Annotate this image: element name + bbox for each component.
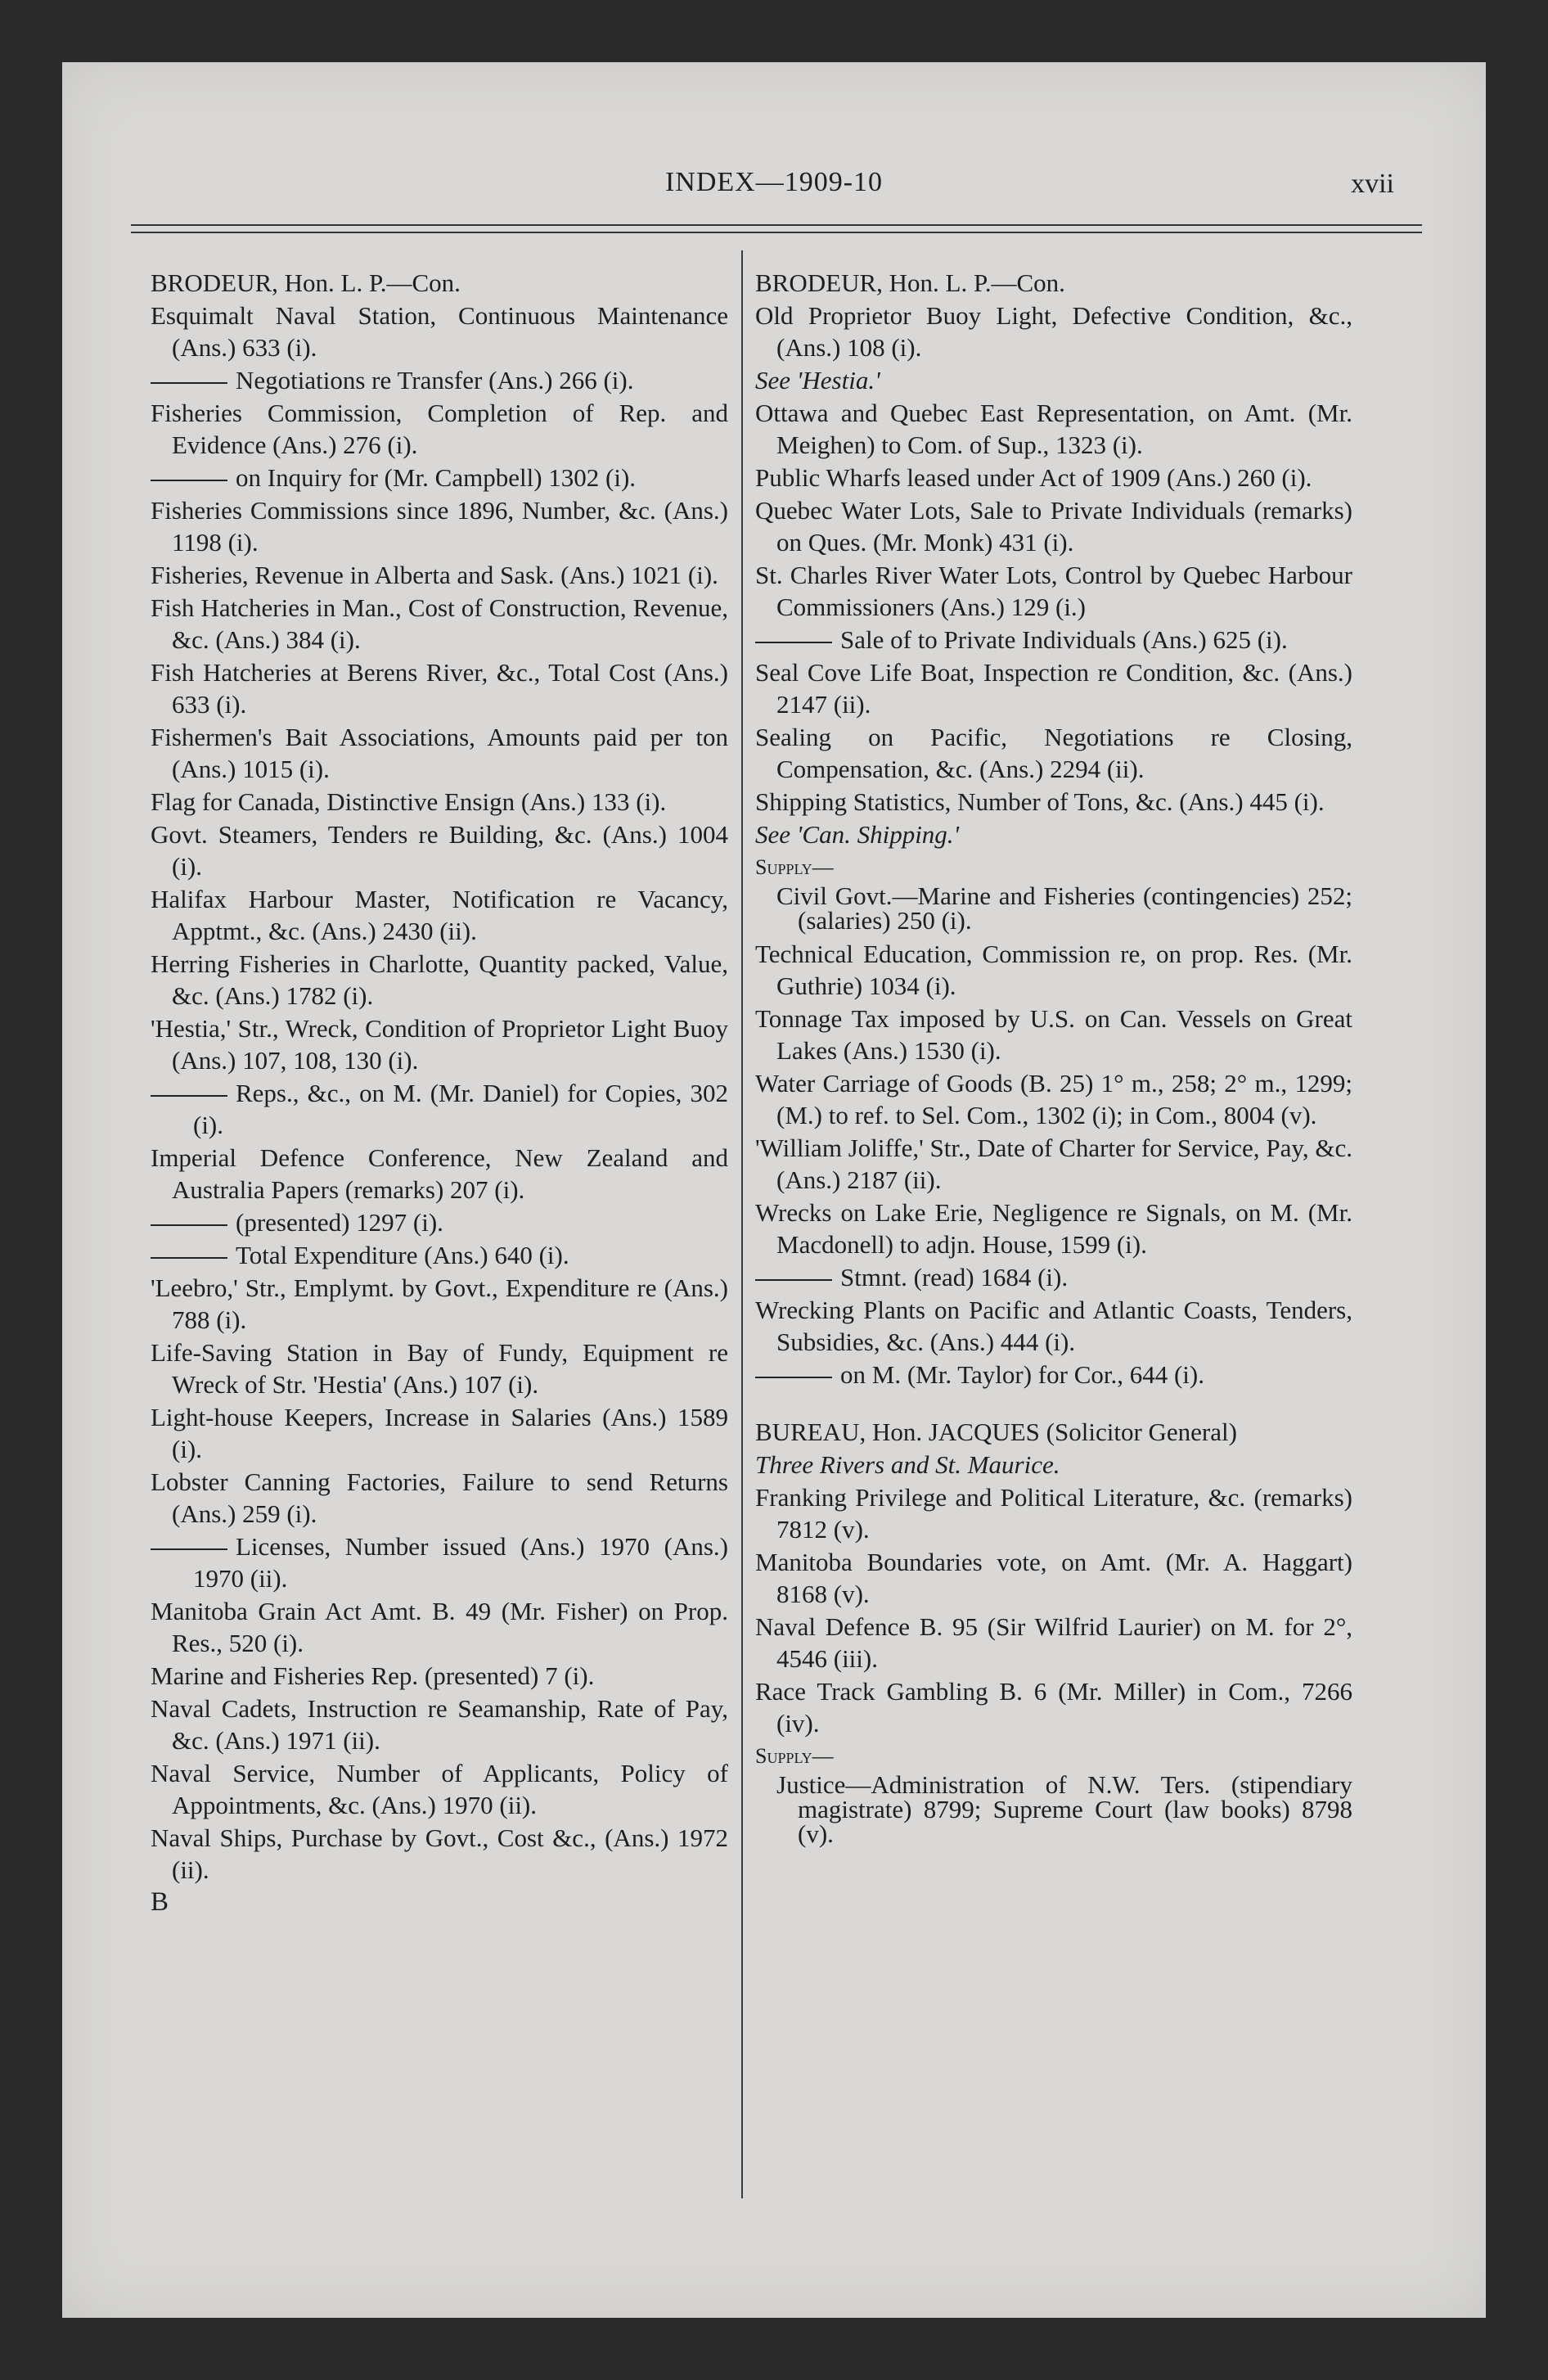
index-entry: Tonnage Tax imposed by U.S. on Can. Vessels on Great Lakes (Ans.) 1530 (i). [755, 1004, 1352, 1065]
index-entry: Manitoba Grain Act Amt. B. 49 (Mr. Fisher) on Prop. Res., 520 (i). [151, 1597, 728, 1657]
index-heading: BRODEUR, Hon. L. P.—Con. [151, 268, 461, 297]
index-subentry: Stmnt. (read) 1684 (i). [755, 1261, 1352, 1293]
index-subentry: Sale of to Private Individuals (Ans.) 625 (i). [755, 624, 1352, 656]
index-entry: Lobster Canning Factories, Failure to send Returns (Ans.) 259 (i). [151, 1467, 728, 1528]
index-entry: Ottawa and Quebec East Representation, on Amt. (Mr. Meighen) to Com. of Sup., 1323 (i). [755, 399, 1352, 459]
right-column [755, 267, 1352, 1851]
index-entry: Quebec Water Lots, Sale to Private Individuals (remarks) on Ques. (Mr. Monk) 431 (i). [755, 496, 1352, 557]
index-entry: Fish Hatcheries at Berens River, &c., Total Cost (Ans.) 633 (i). [151, 658, 728, 719]
index-subentry: (presented) 1297 (i). [151, 1206, 728, 1238]
ditto-dash [755, 1377, 832, 1378]
ditto-dash [151, 480, 227, 481]
index-entry: Seal Cove Life Boat, Inspection re Condition, &c. (Ans.) 2147 (ii). [755, 658, 1352, 719]
index-entry: Franking Privilege and Political Literature, &c. (remarks) 7812 (v). [755, 1483, 1352, 1544]
supply-item: Justice—Administration of N.W. Ters. (stipendiary magistrate) 8799; Supreme Court (law books) 8798 (v). [776, 1770, 1352, 1848]
index-entry: Fisheries Commissions since 1896, Number, &c. (Ans.) 1198 (i). [151, 496, 728, 557]
index-entry: Naval Defence B. 95 (Sir Wilfrid Laurier) on M. for 2°, 4546 (iii). [755, 1612, 1352, 1673]
page-number: xvii [1351, 169, 1394, 199]
header-rule [131, 224, 1422, 226]
index-entry: Fisheries Commission, Completion of Rep. and Evidence (Ans.) 276 (i). [151, 399, 728, 459]
index-entry: Manitoba Boundaries vote, on Amt. (Mr. A. Haggart) 8168 (v). [755, 1548, 1352, 1608]
index-subentry: Negotiations re Transfer (Ans.) 266 (i). [151, 364, 728, 396]
index-entry: Fishermen's Bait Associations, Amounts paid per ton (Ans.) 1015 (i). [151, 723, 728, 783]
header-rule-double [131, 232, 1422, 233]
ditto-dash [755, 1279, 832, 1281]
index-entry: Flag for Canada, Distinctive Ensign (Ans.) 133 (i). [151, 787, 667, 816]
index-entry: St. Charles River Water Lots, Control by Quebec Harbour Commissioners (Ans.) 129 (i.) [755, 561, 1352, 621]
supply-label: Supply— [755, 1744, 834, 1768]
index-entry: Life-Saving Station in Bay of Fundy, Equipment re Wreck of Str. 'Hestia' (Ans.) 107 (i). [151, 1338, 728, 1399]
index-subentry: Licenses, Number issued (Ans.) 1970 (Ans.) 1970 (ii). [151, 1530, 728, 1594]
index-entry: Naval Service, Number of Applicants, Policy of Appointments, &c. (Ans.) 1970 (ii). [151, 1759, 728, 1819]
index-entry: Technical Education, Commission re, on prop. Res. (Mr. Guthrie) 1034 (i). [755, 940, 1352, 1000]
supply-label: Supply— [755, 855, 834, 879]
index-page [62, 62, 1486, 2318]
index-heading: BUREAU, Hon. JACQUES (Solicitor General) [755, 1418, 1237, 1446]
index-entry: Shipping Statistics, Number of Tons, &c. (Ans.) 445 (i). [755, 787, 1325, 816]
ditto-dash [151, 1257, 227, 1259]
index-subentry: Reps., &c., on M. (Mr. Daniel) for Copies, 302 (i). [151, 1077, 728, 1141]
signature-mark: B [151, 1887, 169, 1917]
index-entry: Light-house Keepers, Increase in Salaries (Ans.) 1589 (i). [151, 1403, 728, 1463]
index-entry: Sealing on Pacific, Negotiations re Closing, Compensation, &c. (Ans.) 2294 (ii). [755, 723, 1352, 783]
index-entry: Wrecks on Lake Erie, Negligence re Signals, on M. (Mr. Macdonell) to adjn. House, 1599 (i). [755, 1198, 1352, 1259]
column-divider [741, 250, 743, 2198]
index-entry: Fish Hatcheries in Man., Cost of Construction, Revenue, &c. (Ans.) 384 (i). [151, 593, 728, 654]
index-entry: Water Carriage of Goods (B. 25) 1° m., 258; 2° m., 1299; (M.) to ref. to Sel. Com., 1302 (i); in Com., 8004 (v). [755, 1069, 1352, 1129]
index-entry: Imperial Defence Conference, New Zealand and Australia Papers (remarks) 207 (i). [151, 1143, 728, 1204]
index-entry: Herring Fisheries in Charlotte, Quantity packed, Value, &c. (Ans.) 1782 (i). [151, 949, 728, 1010]
index-entry: Halifax Harbour Master, Notification re Vacancy, Apptmt., &c. (Ans.) 2430 (ii). [151, 885, 728, 945]
index-subentry: on Inquiry for (Mr. Campbell) 1302 (i). [151, 462, 728, 494]
index-entry: Old Proprietor Buoy Light, Defective Condition, &c., (Ans.) 108 (i). [755, 301, 1352, 362]
index-subentry: Total Expenditure (Ans.) 640 (i). [151, 1239, 728, 1271]
constituency: Three Rivers and St. Maurice. [755, 1450, 1060, 1479]
see-reference: See 'Hestia.' [755, 366, 880, 394]
index-subentry: on M. (Mr. Taylor) for Cor., 644 (i). [755, 1359, 1352, 1391]
ditto-dash [151, 1095, 227, 1097]
index-entry: Naval Ships, Purchase by Govt., Cost &c., (Ans.) 1972 (ii). [151, 1823, 728, 1884]
section-gap [755, 1391, 1352, 1416]
index-entry: Marine and Fisheries Rep. (presented) 7 (i). [151, 1661, 595, 1690]
see-reference: See 'Can. Shipping.' [755, 820, 960, 849]
ditto-dash [755, 642, 832, 643]
ditto-dash [151, 382, 227, 384]
index-entry: 'Hestia,' Str., Wreck, Condition of Proprietor Light Buoy (Ans.) 107, 108, 130 (i). [151, 1014, 728, 1075]
index-entry: Fisheries, Revenue in Alberta and Sask. (Ans.) 1021 (i). [151, 561, 718, 589]
ditto-dash [151, 1548, 227, 1550]
index-entry: Govt. Steamers, Tenders re Building, &c. (Ans.) 1004 (i). [151, 820, 728, 881]
index-entry: Wrecking Plants on Pacific and Atlantic Coasts, Tenders, Subsidies, &c. (Ans.) 444 (i). [755, 1296, 1352, 1356]
ditto-dash [151, 1224, 227, 1226]
index-heading: BRODEUR, Hon. L. P.—Con. [755, 268, 1065, 297]
page-title: INDEX—1909-10 [664, 167, 884, 197]
index-entry: 'William Joliffe,' Str., Date of Charter for Service, Pay, &c. (Ans.) 2187 (ii). [755, 1134, 1352, 1194]
supply-item: Civil Govt.—Marine and Fisheries (contingencies) 252; (salaries) 250 (i). [776, 881, 1352, 935]
index-entry: Naval Cadets, Instruction re Seamanship, Rate of Pay, &c. (Ans.) 1971 (ii). [151, 1694, 728, 1755]
index-entry: Esquimalt Naval Station, Continuous Maintenance (Ans.) 633 (i). [151, 301, 728, 362]
index-entry: 'Leebro,' Str., Emplymt. by Govt., Expenditure re (Ans.) 788 (i). [151, 1273, 728, 1334]
left-column [151, 267, 728, 1919]
index-entry: Race Track Gambling B. 6 (Mr. Miller) in Com., 7266 (iv). [755, 1677, 1352, 1738]
index-entry: Public Wharfs leased under Act of 1909 (Ans.) 260 (i). [755, 463, 1312, 492]
